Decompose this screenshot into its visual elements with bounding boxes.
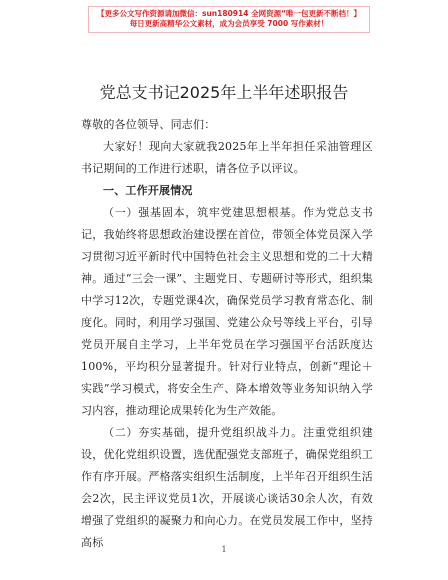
document-title: 党总支书记2025年上半年述职报告 (99, 83, 349, 102)
paragraph-2: （二）夯实基础，提升党组织战斗力。注重党组织建设，优化党组织设置，选优配强党支部班子，确保党组织工作有序开展。严格落实组织生活制度，上半年召开组织生活会2次，民主评议党员1次，开展谈心谈话30余人次，有效增强了党组织的凝聚力和向心力。在党员发展工作中，坚持高标 (81, 426, 373, 549)
page-number: 1 (221, 545, 227, 554)
salutation: 尊敬的各位领导、同志们： (81, 118, 216, 131)
paragraph-1: （一）强基固本，筑牢党建思想根基。作为党总支书记，我始终将思想政治建设摆在首位，带领全体党员深入学习贯彻习近平新时代中国特色社会主义思想和党的二十大精神。通过“三会一课”、主题党日、专题研讨等形式，组织集中学习12次，专题党课4次，确保党员学习教育常态化、制度化。同时，利用学习强国、党建公众号等线上平台，引导党员开展自主学习，上半年党员在学习强国平台活跃度达100%，平均积分显著提升。针对行业特点，创新“理论＋实践”学习模式，将安全生产、降本增效等业务知识纳入学习内容，推动理论成果转化为生产效能。 (81, 206, 373, 417)
banner-line-2: 每日更新高精华公文素材，成为会员享受 7000 写作素材！ (129, 19, 329, 28)
promo-banner (88, 6, 370, 33)
section-heading: 一、工作开展情况 (103, 184, 193, 197)
banner-line-1: 【更多公文写作资源请加微信：sun180914 全网资源“唯一包更新不断档！】 (97, 9, 361, 18)
intro-paragraph: 大家好！现向大家就我2025年上半年担任采油管理区书记期间的工作进行述职，请各位予以评议。 (81, 140, 373, 175)
document-body (81, 114, 373, 554)
